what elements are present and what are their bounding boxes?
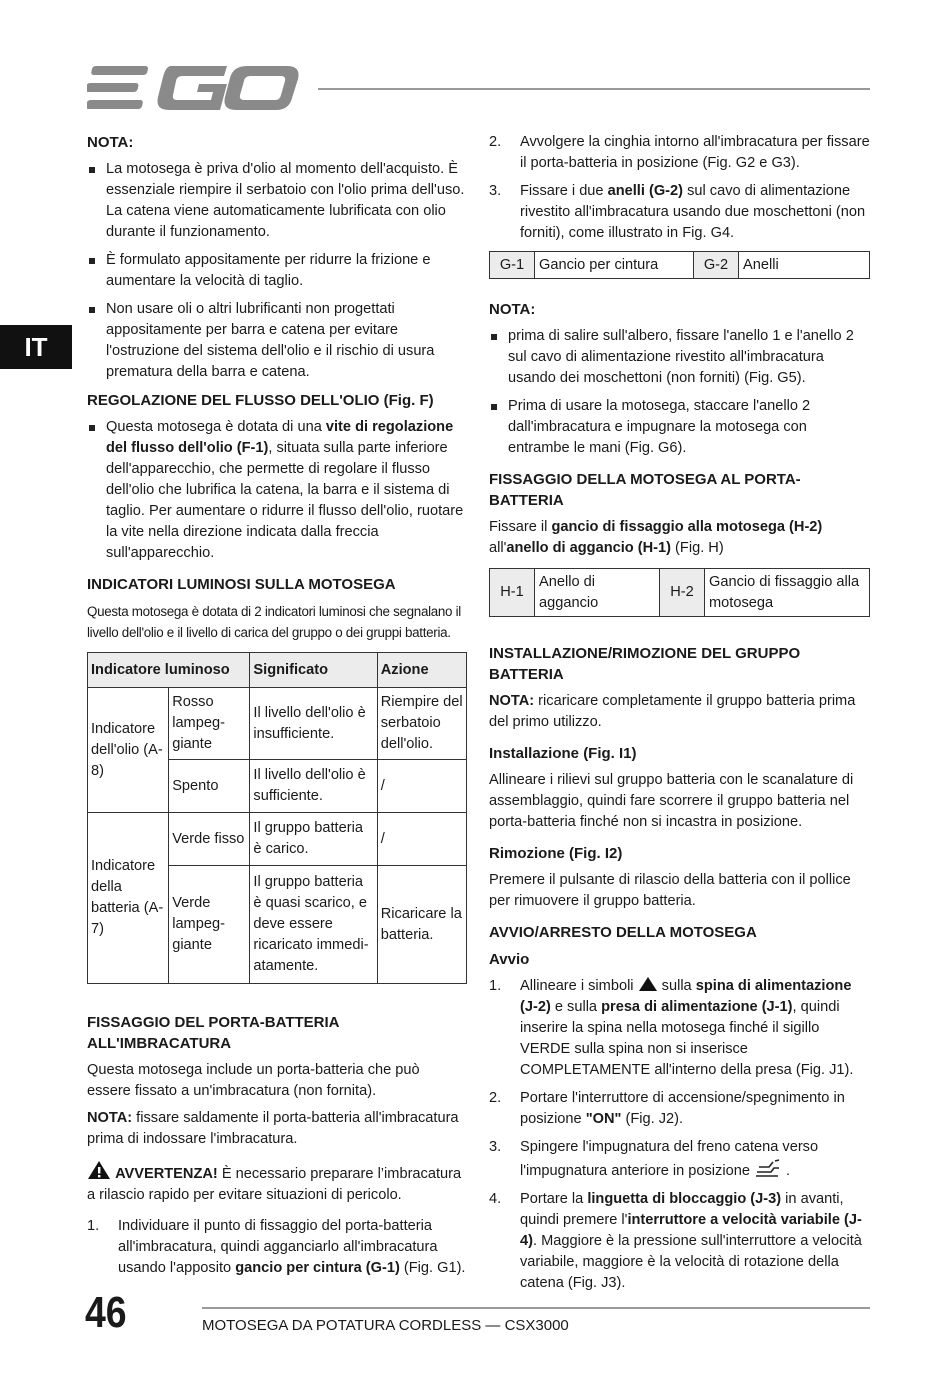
page-number: 46: [85, 1288, 127, 1337]
left-column: [87, 132, 467, 1286]
removal-subheading: Rimozione (Fig. I2): [489, 845, 623, 862]
table-cell: Riempire del serbatoio dell'olio.: [377, 688, 466, 760]
chain-brake-release-icon: [754, 1158, 782, 1178]
header-rule: [318, 88, 870, 90]
oil-flow-heading: REGOLAZIONE DEL FLUSSO DELL'OLIO (Fig. F): [87, 392, 434, 409]
table-cell: Rosso lampeg-giante: [169, 688, 250, 760]
table-cell: Verde lampeg-giante: [169, 866, 250, 984]
table-cell: Anello di aggancio: [535, 569, 660, 617]
start-steps: [489, 976, 870, 1294]
list-item: È formulato appositamente per ridurre la frizione e aumentare la velocità di taglio.: [87, 250, 467, 292]
install-note: NOTA: ricaricare completamente il gruppo batteria prima del primo utilizzo.: [489, 693, 856, 730]
table-header: Azione: [377, 653, 466, 688]
table-cell: Il livello dell'olio è insufficiente.: [250, 688, 377, 760]
table-cell: Il livello dell'olio è sufficiente.: [250, 760, 377, 813]
warning-text: AVVERTENZA! È necessario preparare l’imbracatura a rilascio rapido per evitare situazioni di pericolo.: [87, 1160, 467, 1206]
table-cell: Ricaricare la batteria.: [377, 866, 466, 984]
list-item: La motosega è priva d'olio al momento dell'acquisto. È essenziale riempire il serbatoio con l'olio prima dell'uso. La catena viene automaticamente lubrificata con olio durante il funzionamento.: [87, 159, 467, 243]
list-item: Prima di usare la motosega, staccare l'anello 2 dall'imbracatura e impugnare la motosega con entrambe le mani (Fig. G6).: [489, 396, 870, 459]
table-cell: /: [377, 760, 466, 813]
fix-text: Fissare il gancio di fissaggio alla motosega (H-2) all'anello di aggancio (H-1) (Fig. H): [489, 519, 823, 556]
table-cell: Indicatore dell'olio (A-8): [88, 688, 169, 813]
footer-title: MOTOSEGA DA POTATURA CORDLESS — CSX3000: [202, 1317, 569, 1334]
harness-steps-cont: [489, 132, 870, 244]
language-tab: IT: [0, 325, 72, 369]
table-cell: Gancio per cintura: [535, 252, 694, 279]
list-item: 3. Spingere l'impugnatura del freno catena verso l'impugnatura anteriore in posizione .: [489, 1139, 819, 1179]
fix-heading: FISSAGGIO DELLA MOTOSEGA AL PORTA-BATTERIA: [489, 471, 801, 509]
list-item: 4. Portare la linguetta di bloccaggio (J-3) in avanti, quindi premere l'interruttore a velocità variabile (J-4). Maggiore è la pressione sull'interruttore a velocità variabile, maggiore è la velocità di rotazione della catena (Fig. J3).: [489, 1191, 862, 1291]
oil-flow-list: [87, 417, 467, 564]
table-header: Significato: [250, 653, 377, 688]
nota-list: [87, 159, 467, 383]
harness-steps: [87, 1216, 467, 1279]
right-column: [489, 132, 870, 1301]
table-cell: G-2: [694, 252, 739, 279]
table-cell: Gancio di fissaggio alla motosega: [705, 569, 870, 617]
install-subheading: Installazione (Fig. I1): [489, 745, 637, 762]
list-item: prima di salire sull'albero, fissare l'anello 1 e l'anello 2 sul cavo di alimentazione rivestito all'imbracatura usando dei moschettoni (non forniti) (Fig. G5).: [489, 326, 870, 389]
list-item: 3. Fissare i due anelli (G-2) sul cavo di alimentazione rivestito all'imbracatura usando due moschettoni (non forniti), come illustrato in Fig. G4.: [489, 183, 866, 241]
indicators-heading: INDICATORI LUMINOSI SULLA MOTOSEGA: [87, 576, 396, 593]
table-cell: Indicatore della batteria (A-7): [88, 813, 169, 984]
harness-heading: FISSAGGIO DEL PORTA-BATTERIA ALL'IMBRACATURA: [87, 1014, 339, 1052]
ego-logo: [87, 64, 299, 112]
list-item: Non usare oli o altri lubrificanti non progettati appositamente per barra e catena per evitare l'ostruzione del sistema dell'olio e il rischio di usura prematura della barra e catena.: [87, 299, 467, 383]
warning-icon: [87, 1160, 111, 1180]
harness-note: NOTA: fissare saldamente il porta-batteria all'imbracatura prima di indossare l'imbracatura.: [87, 1110, 459, 1147]
start-stop-heading: AVVIO/ARRESTO DELLA MOTOSEGA: [489, 924, 757, 941]
g-parts-table: [489, 251, 870, 279]
list-item: Questa motosega è dotata di una vite di regolazione del flusso dell'olio (F-1), situata sulla parte inferiore dell'apparecchio, che permette di regolare il flusso dell'olio che lubrifica la catena, la barra e il sistema di taglio. Per aumentare o ridurre il flusso dell'olio, ruotare la vite nella direzione indicata dalla freccia sull'apparecchio.: [87, 417, 467, 564]
table-cell: Il gruppo batteria è carico.: [250, 813, 377, 866]
install-text: Allineare i rilievi sul gruppo batteria con le scanalature di assemblaggio, quindi fare scorrere il gruppo batteria nel porta-batteria finché non si incastra in posizione.: [489, 772, 854, 830]
indicators-table: [87, 652, 467, 984]
list-item: 2. Avvolgere la cinghia intorno all'imbracatura per fissare il porta-batteria in posizione (Fig. G2 e G3).: [489, 134, 870, 171]
table-cell: H-1: [490, 569, 535, 617]
nota-list: [489, 326, 870, 459]
list-item: 1. Individuare il punto di fissaggio del porta-batteria all'imbracatura, quindi agganciarlo all'imbracatura usando l'apposito gancio per cintura (G-1) (Fig. G1).: [87, 1218, 466, 1276]
list-item: 2. Portare l'interruttore di accensione/spegnimento in posizione "ON" (Fig. J2).: [489, 1090, 845, 1127]
triangle-symbol-icon: [638, 976, 658, 992]
nota-heading: NOTA:: [489, 301, 536, 318]
harness-text: Questa motosega include un porta-batteria che può essere fissato a un'imbracatura (non fornita).: [87, 1062, 420, 1099]
nota-heading: NOTA:: [87, 134, 134, 151]
h-parts-table: [489, 568, 870, 617]
table-cell: G-1: [490, 252, 535, 279]
start-subheading: Avvio: [489, 951, 530, 968]
table-cell: Verde fisso: [169, 813, 250, 866]
table-cell: H-2: [660, 569, 705, 617]
removal-text: Premere il pulsante di rilascio della batteria con il pollice per rimuovere il gruppo batteria.: [489, 872, 851, 909]
table-cell: Spento: [169, 760, 250, 813]
list-item: 1. Allineare i simboli sulla spina di alimentazione (J-2) e sulla presa di alimentazione (J-1), quindi inserire la spina nella motosega finché il sigillo VERDE sulla spina non si inserisce COMPLETAMENTE all'interno della presa (Fig. J1).: [489, 978, 854, 1078]
table-cell: Anelli: [739, 252, 870, 279]
indicators-text: Questa motosega è dotata di 2 indicatori luminosi che segnalano il livello dell'olio e il livello di carica del gruppo o dei gruppi batteria.: [87, 604, 461, 640]
install-heading: INSTALLAZIONE/RIMOZIONE DEL GRUPPO BATTERIA: [489, 645, 801, 683]
footer-rule: [202, 1307, 870, 1309]
table-cell: /: [377, 813, 466, 866]
table-header: Indicatore luminoso: [88, 653, 250, 688]
table-cell: Il gruppo batteria è quasi scarico, e deve essere ricaricato immedi-atamente.: [250, 866, 377, 984]
